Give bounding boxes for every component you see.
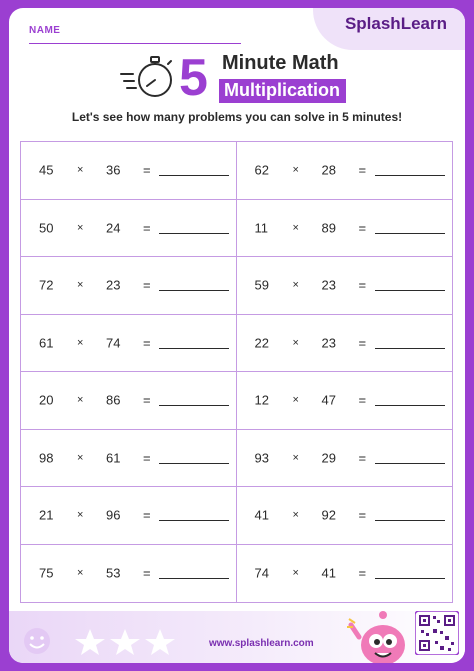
factor-a: 12: [254, 392, 269, 408]
factor-a: 74: [254, 565, 269, 581]
problem-cell: [21, 372, 237, 430]
equals-sign: =: [143, 565, 151, 581]
problem-cell: [21, 257, 237, 315]
factor-b: 47: [321, 392, 336, 408]
factor-a: 93: [254, 450, 269, 466]
problem-cell: [21, 545, 237, 603]
equals-sign: =: [358, 220, 367, 236]
factor-a: 41: [254, 507, 269, 523]
answer-blank[interactable]: [159, 463, 229, 464]
big-number: 5: [179, 49, 208, 107]
answer-blank[interactable]: [375, 290, 445, 291]
qr-code-icon[interactable]: [415, 611, 459, 655]
answer-blank[interactable]: [375, 578, 445, 579]
factor-a: 98: [39, 450, 54, 466]
equals-sign: =: [358, 507, 367, 523]
times-sign: ×: [77, 394, 84, 407]
mascot-icon: [345, 603, 417, 663]
problem-cell: [237, 200, 453, 258]
factor-b: 29: [321, 450, 336, 466]
times-sign: ×: [77, 164, 84, 177]
problem-cell: [21, 487, 237, 545]
equals-sign: =: [358, 450, 367, 466]
answer-blank[interactable]: [375, 405, 445, 406]
problem-grid: [20, 141, 453, 603]
equals-sign: =: [143, 450, 151, 466]
equals-sign: =: [143, 392, 151, 408]
times-sign: ×: [292, 394, 299, 407]
times-sign: ×: [292, 279, 299, 292]
times-sign: ×: [77, 567, 84, 580]
factor-b: 23: [321, 277, 336, 293]
answer-blank[interactable]: [159, 348, 229, 349]
answer-blank[interactable]: [159, 290, 229, 291]
footer-decoration: [17, 621, 177, 655]
answer-blank[interactable]: [159, 520, 229, 521]
star-icon: [110, 629, 140, 655]
answer-blank[interactable]: [375, 233, 445, 234]
factor-b: 89: [321, 220, 336, 236]
problem-cell: [237, 372, 453, 430]
factor-a: 59: [254, 277, 269, 293]
equals-sign: =: [358, 162, 367, 178]
factor-b: 23: [321, 335, 336, 351]
answer-blank[interactable]: [375, 348, 445, 349]
times-sign: ×: [292, 567, 299, 580]
stopwatch-icon: [119, 54, 179, 100]
problem-cell: [21, 315, 237, 373]
times-sign: ×: [77, 336, 84, 349]
factor-a: 20: [39, 392, 54, 408]
page-subtitle: Multiplication: [219, 79, 346, 103]
footer-url[interactable]: www.splashlearn.com: [209, 638, 314, 649]
problem-cell: [21, 430, 237, 488]
factor-b: 24: [106, 220, 121, 236]
factor-a: 45: [39, 162, 54, 178]
problem-cell: [237, 142, 453, 200]
factor-b: 28: [321, 162, 336, 178]
name-field[interactable]: [29, 22, 241, 44]
problem-cell: [237, 430, 453, 488]
times-sign: ×: [292, 509, 299, 522]
times-sign: ×: [77, 221, 84, 234]
equals-sign: =: [358, 565, 367, 581]
answer-blank[interactable]: [159, 175, 229, 176]
equals-sign: =: [143, 162, 151, 178]
problem-cell: [237, 257, 453, 315]
answer-blank[interactable]: [159, 233, 229, 234]
answer-blank[interactable]: [375, 175, 445, 176]
worksheet: [9, 8, 465, 663]
times-sign: ×: [77, 509, 84, 522]
factor-b: 74: [106, 335, 121, 351]
factor-a: 62: [254, 162, 269, 178]
times-sign: ×: [77, 279, 84, 292]
times-sign: ×: [292, 336, 299, 349]
equals-sign: =: [143, 220, 151, 236]
factor-b: 96: [106, 507, 121, 523]
instructions: Let's see how many problems you can solve in 5 minutes!: [71, 110, 403, 124]
factor-b: 92: [321, 507, 336, 523]
factor-b: 53: [106, 565, 121, 581]
factor-a: 50: [39, 220, 54, 236]
factor-b: 61: [106, 450, 121, 466]
smiley-icon: [24, 628, 50, 654]
times-sign: ×: [292, 451, 299, 464]
factor-a: 11: [254, 220, 268, 236]
factor-b: 41: [321, 565, 336, 581]
equals-sign: =: [143, 277, 151, 293]
equals-sign: =: [143, 335, 151, 351]
answer-blank[interactable]: [159, 578, 229, 579]
equals-sign: =: [358, 392, 367, 408]
factor-b: 36: [106, 162, 121, 178]
problem-cell: [21, 200, 237, 258]
factor-a: 75: [39, 565, 54, 581]
star-icon: [75, 629, 105, 655]
equals-sign: =: [358, 277, 367, 293]
answer-blank[interactable]: [375, 520, 445, 521]
factor-b: 23: [106, 277, 121, 293]
answer-blank[interactable]: [375, 463, 445, 464]
brand-logo: SplashLearn: [344, 14, 447, 33]
factor-a: 22: [254, 335, 269, 351]
problem-cell: [21, 142, 237, 200]
problem-cell: [237, 487, 453, 545]
factor-a: 21: [39, 507, 54, 523]
page-title: Minute Math: [222, 52, 339, 74]
times-sign: ×: [292, 164, 299, 177]
factor-a: 72: [39, 277, 54, 293]
factor-b: 86: [106, 392, 121, 408]
star-icon: [145, 629, 175, 655]
times-sign: ×: [292, 221, 299, 234]
equals-sign: =: [143, 507, 151, 523]
factor-a: 61: [39, 335, 54, 351]
equals-sign: =: [358, 335, 367, 351]
problem-cell: [237, 545, 453, 603]
name-label: NAME: [29, 25, 61, 36]
times-sign: ×: [77, 451, 84, 464]
answer-blank[interactable]: [159, 405, 229, 406]
problem-cell: [237, 315, 453, 373]
